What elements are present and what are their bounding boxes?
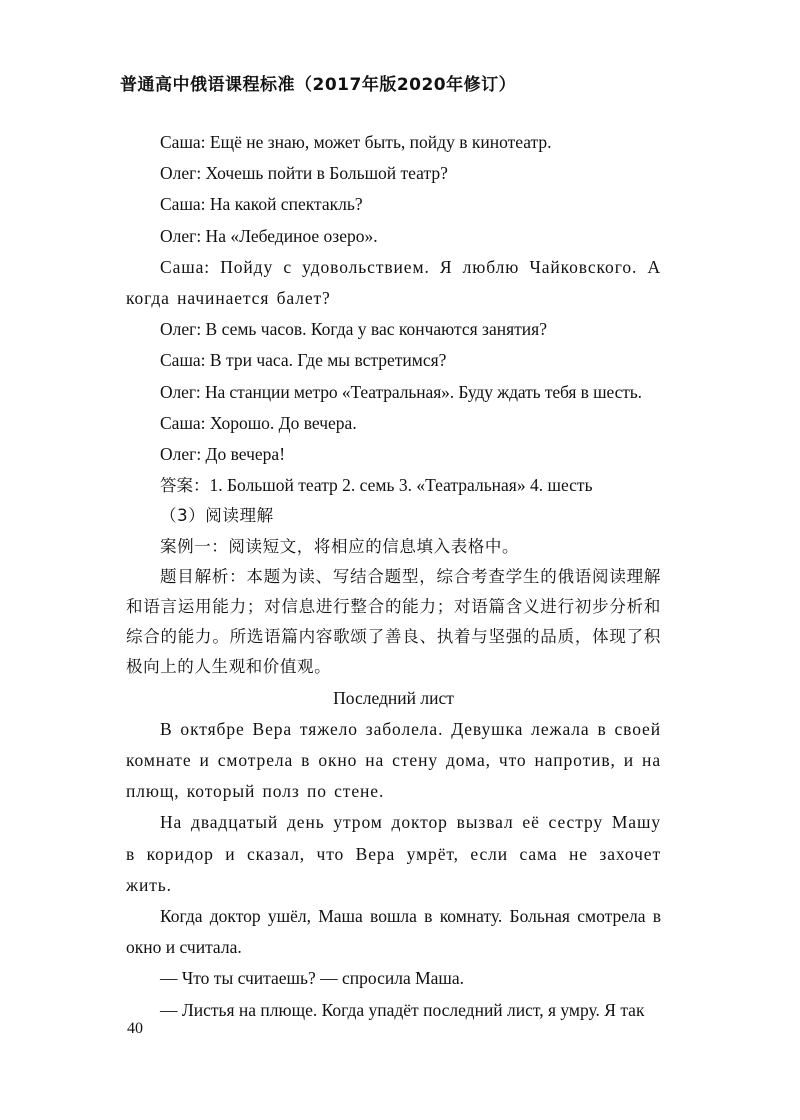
story-title: Последний лист (333, 687, 454, 708)
answer-text: 1. Большой театр 2. семь 3. «Театральная» 4. шесть (209, 475, 593, 496)
page-body (126, 127, 661, 1026)
dialogue-line: Олег: На станции метро «Театральная». Буду ждать тебя в шесть. (160, 381, 642, 402)
story-paragraph: Когда доктор ушёл, Маша вошла в комнату. Больная смотрела в окно и считала. (126, 906, 661, 958)
story-paragraph: В октябре Вера тяжело заболела. Девушка лежала в своей комнате и смотрела в окно на стену дома, что напротив, и на плющ, который полз по стене. (126, 718, 661, 802)
running-header: 普通高中俄语课程标准（2017年版2020年修订） (120, 75, 517, 95)
answer-label: 答案： (160, 476, 210, 496)
dialogue-line: Саша: Ещё не знаю, может быть, пойду в кинотеатр. (160, 132, 552, 152)
analysis-paragraph: 题目解析：本题为读、写结合题型，综合考查学生的俄语阅读理解和语言运用能力；对信息进行整合的能力；对语篇含义进行初步分析和综合的能力。所选语篇内容歌颂了善良、执着与坚强的品质，体现了积极向上的人生观和价值观。 (126, 566, 661, 677)
dialogue-line: Олег: До вечера! (160, 444, 286, 465)
dialogue-line: Олег: Хочешь пойти в Большой театр? (160, 163, 448, 184)
dialogue-line: Саша: Пойду с удовольствием. Я люблю Чайковского. А когда начинается балет? (126, 256, 661, 309)
page-number: 40 (127, 1020, 143, 1037)
dialogue-line: Саша: Хорошо. До вечера. (160, 412, 357, 433)
dialogue-line: Саша: В три часа. Где мы встретимся? (160, 350, 447, 371)
story-paragraph: — Что ты считаешь? — спросила Маша. (160, 968, 465, 989)
story-paragraph: — Листья на плюще. Когда упадёт последний лист, я умру. Я так (160, 999, 645, 1020)
dialogue-line: Саша: На какой спектакль? (160, 194, 363, 215)
case-line: 案例一：阅读短文，将相应的信息填入表格中。 (160, 536, 520, 556)
story-paragraph: На двадцатый день утром доктор вызвал её сестру Машу в коридор и сказал, что Вера умрёт, если сама не захочет жить. (126, 812, 661, 895)
dialogue-line: Олег: На «Лебединое озеро». (160, 225, 378, 246)
section-heading: （3）阅读理解 (160, 506, 274, 526)
dialogue-line: Олег: В семь часов. Когда у вас кончаются занятия? (160, 319, 547, 340)
answer-line (126, 470, 661, 501)
